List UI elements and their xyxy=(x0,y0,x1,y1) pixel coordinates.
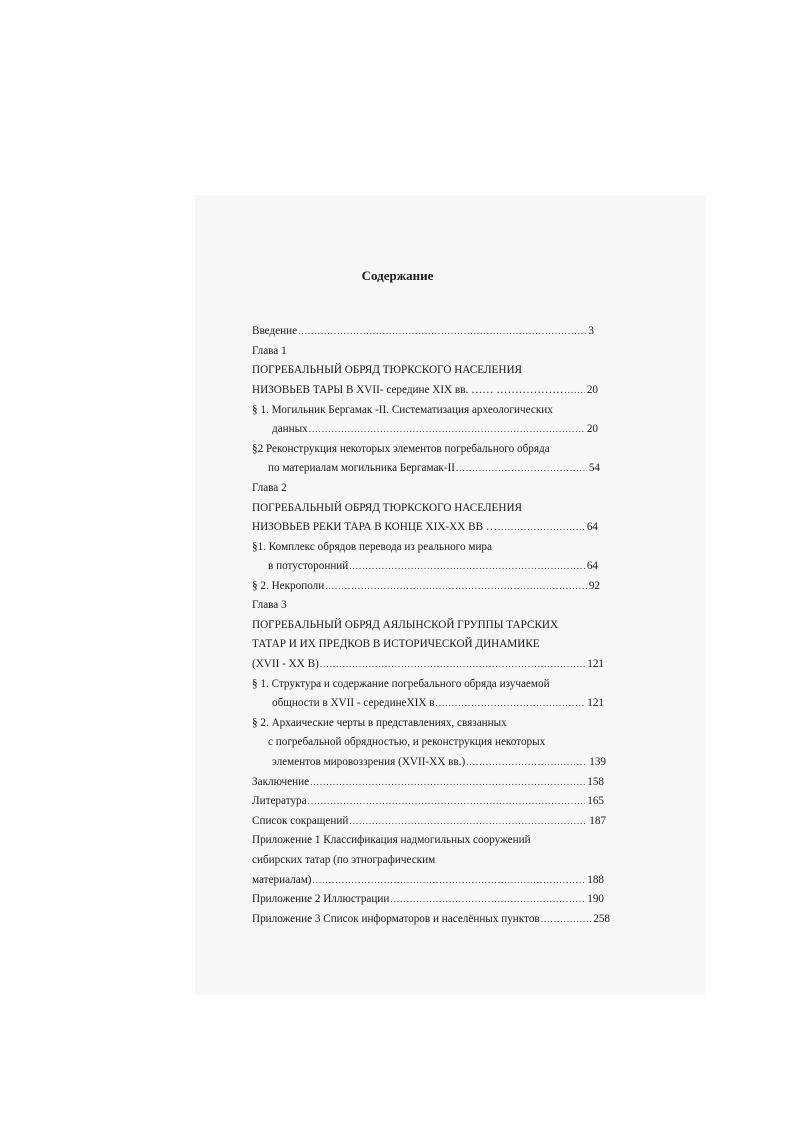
dot-leader xyxy=(325,576,587,596)
toc-entry-page: 3 xyxy=(588,325,594,337)
dot-leader xyxy=(456,458,587,478)
dot-leader xyxy=(390,889,585,909)
dot-leader xyxy=(349,811,587,831)
toc-entry xyxy=(252,909,610,929)
toc-entry-page: 188 xyxy=(587,874,604,886)
toc-entry-page: 158 xyxy=(587,776,604,788)
toc-entry-text: Приложение 2 Иллюстрации xyxy=(252,893,390,905)
section-title: сибирских татар (по этнографическим xyxy=(252,854,436,866)
chapter-title: ТАТАР И ИХ ПРЕДКОВ В ИСТОРИЧЕСКОЙ ДИНАМИКЕ xyxy=(252,638,540,650)
toc-entry-text: НИЗОВЬЕВ ТАРЫ В XVII- середине XIX вв. …… ……………… xyxy=(252,384,564,396)
dot-leader xyxy=(498,517,585,537)
toc-entry xyxy=(252,870,604,890)
section-title: с погребальной обрядностью, и реконструкция некоторых xyxy=(268,736,546,748)
toc-entry-page: 139 xyxy=(589,756,606,768)
toc-entry-text: общности в XVII - серединеXIX в xyxy=(272,697,435,709)
toc-entry-text: Заключение xyxy=(252,776,310,788)
toc-entry-page: 20 xyxy=(586,384,598,396)
toc-entry-text: § 2. Некрополи xyxy=(252,580,325,592)
toc-entry xyxy=(268,556,598,576)
toc-entry-text: НИЗОВЬЕВ РЕКИ ТАРА В КОНЦЕ XIX-XX ВВ … xyxy=(252,521,498,533)
chapter-label: Глава 3 xyxy=(252,599,287,611)
toc-entry xyxy=(252,517,598,537)
toc-entry-page: 54 xyxy=(588,462,600,474)
toc-entry-text: по материалам могильника Бергамак-II xyxy=(268,462,456,474)
section-title: §2 Реконструкция некоторых элементов погребального обряда xyxy=(252,443,550,455)
toc-entry-text: материалам) xyxy=(252,874,312,886)
toc-entry-page: 20 xyxy=(586,423,598,435)
toc-entry-page: 92 xyxy=(588,580,600,592)
toc-entry xyxy=(272,693,604,713)
dot-leader xyxy=(541,909,592,929)
dot-leader xyxy=(349,556,585,576)
toc-entry-text: Список сокращений xyxy=(252,815,349,827)
dot-leader xyxy=(466,752,587,772)
dot-leader xyxy=(310,772,585,792)
toc-entry-text: в потусторонний xyxy=(268,560,349,572)
toc-entry-page: 190 xyxy=(587,893,604,905)
dot-leader xyxy=(298,321,586,341)
chapter-title: ПОГРЕБАЛЬНЫЙ ОБРЯД ТЮРКСКОГО НАСЕЛЕНИЯ xyxy=(252,364,522,376)
toc-entry xyxy=(252,576,600,596)
chapter-label: Глава 2 xyxy=(252,482,287,494)
toc-entry-text: Приложение 3 Список информаторов и населённых пунктов xyxy=(252,913,540,925)
toc-entry xyxy=(252,772,604,792)
toc-entry-page: 64 xyxy=(586,560,598,572)
dot-leader xyxy=(564,380,584,400)
toc-entry xyxy=(252,811,606,831)
chapter-title: ПОГРЕБАЛЬНЫЙ ОБРЯД АЯЛЫНСКОЙ ГРУППЫ ТАРСКИХ xyxy=(252,619,559,631)
page-title: Содержание xyxy=(361,268,434,283)
section-title: §1. Комплекс обрядов перевода из реального мира xyxy=(252,541,492,553)
toc-entry xyxy=(272,752,606,772)
section-title: Приложение 1 Классификация надмогильных сооружений xyxy=(252,834,531,846)
section-title: § 1. Структура и содержание погребального обряда изучаемой xyxy=(252,678,550,690)
section-title: § 2. Архаические черты в представлениях, связанных xyxy=(252,717,507,729)
toc-entry xyxy=(252,654,604,674)
dot-leader xyxy=(435,693,585,713)
chapter-label: Глава 1 xyxy=(252,345,287,357)
toc-entry xyxy=(252,380,598,400)
toc-entry-text: Введение xyxy=(252,325,298,337)
toc-entry-text: элементов мировоззрения (XVII-XX вв.) xyxy=(272,756,466,768)
toc-entry-page: 258 xyxy=(593,913,610,925)
toc-entry xyxy=(252,791,604,811)
dot-leader xyxy=(320,654,585,674)
toc-entry-page: 187 xyxy=(589,815,606,827)
section-title: § 1. Могильник Бергамак -II. Систематизация археологических xyxy=(252,404,553,416)
toc-entry xyxy=(252,889,604,909)
toc-entry xyxy=(268,458,600,478)
toc-entry-text: Литература xyxy=(252,795,307,807)
toc-entry-text: (XVII - XX В) xyxy=(252,658,319,670)
toc-entry-page: 121 xyxy=(587,658,604,670)
dot-leader xyxy=(309,419,585,439)
toc-entry xyxy=(252,321,594,341)
toc-entry xyxy=(272,419,598,439)
chapter-title: ПОГРЕБАЛЬНЫЙ ОБРЯД ТЮРКСКОГО НАСЕЛЕНИЯ xyxy=(252,502,522,514)
toc-entry-text: данных xyxy=(272,423,308,435)
toc-entry-page: 165 xyxy=(587,795,604,807)
toc-entry-page: 64 xyxy=(586,521,598,533)
dot-leader xyxy=(308,791,586,811)
dot-leader xyxy=(313,870,586,890)
toc-entry-page: 121 xyxy=(587,697,604,709)
